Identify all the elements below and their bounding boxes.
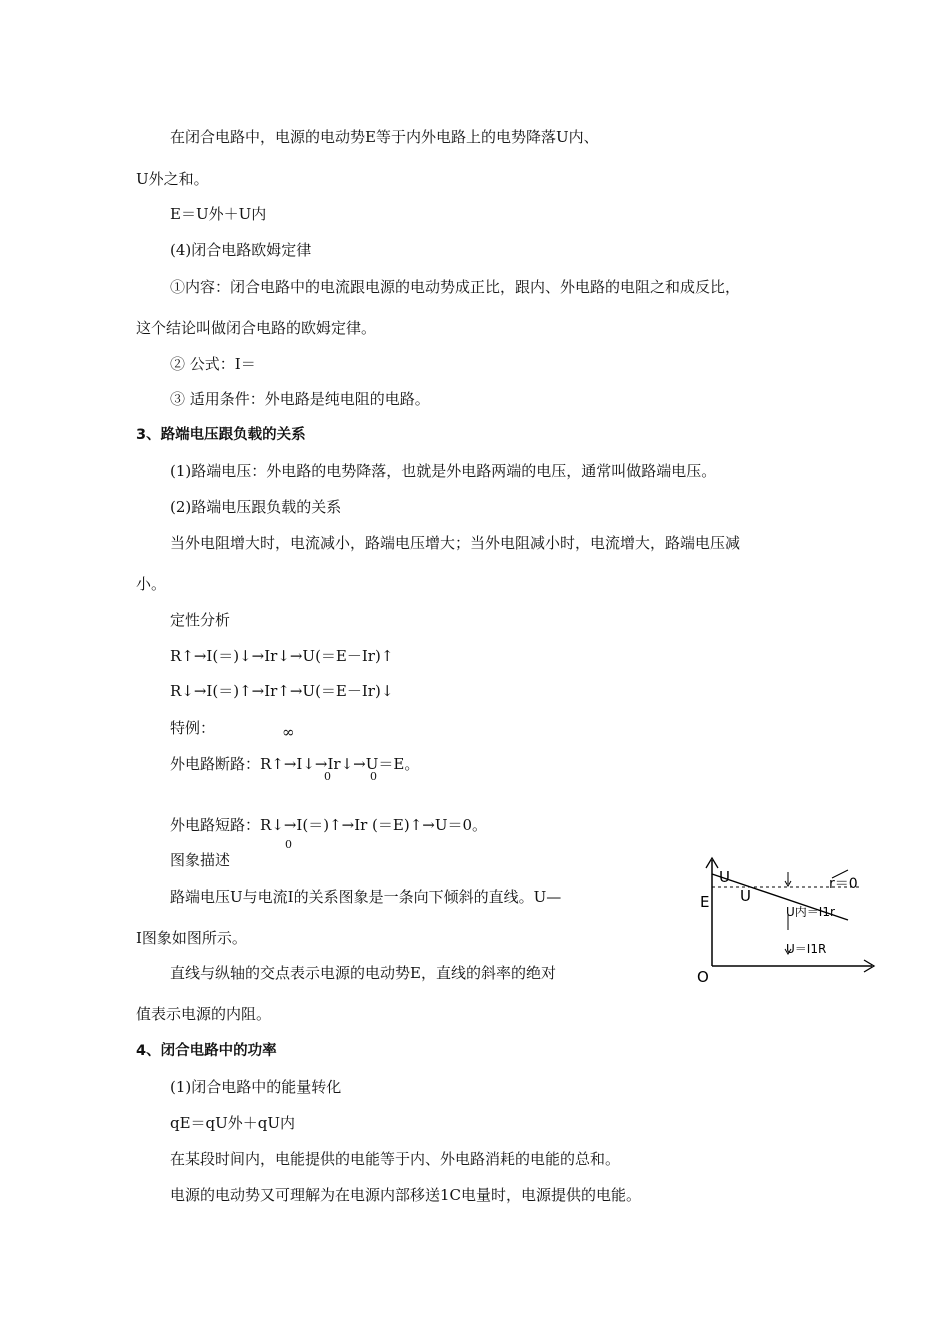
u-i-graph <box>690 848 890 988</box>
terminal-voltage-def: (1)路端电压：外电路的电势降落，也就是外电路两端的电压，通常叫做路端电压。 <box>170 462 717 480</box>
graph-origin-label: O <box>697 968 709 986</box>
ohm-law-formula: ② 公式：I＝ <box>170 355 256 373</box>
section-heading-3: 3、路端电压跟负载的关系 <box>136 427 306 443</box>
intercept-slope-text: 直线与纵轴的交点表示电源的电动势E，直线的斜率的绝对 <box>170 964 556 982</box>
open-circuit: 外电路断路：R↑→I↓→Ir↓→U＝E。 <box>170 755 420 773</box>
graph-description-cont: I图象如图所示。 <box>136 929 247 947</box>
ohm-law-condition: ③ 适用条件：外电路是纯电阻的电路。 <box>170 390 430 408</box>
load-relation-text: 当外电阻增大时，电流减小，路端电压增大；当外电阻减小时，电流增大，路端电压减 <box>170 534 741 552</box>
analysis-r-down: R↓→I(＝)↑→Ir↑→U(＝E－Ir)↓ <box>170 682 394 700</box>
subheading-ohm-law: (4)闭合电路欧姆定律 <box>170 241 312 259</box>
analysis-r-up: R↑→I(＝)↓→Ir↓→U(＝E－Ir)↑ <box>170 647 394 665</box>
emf-interpretation: 电源的电动势又可理解为在电源内部移送1C电量时，电源提供的电能。 <box>170 1186 642 1204</box>
graph-u-outer-label: U＝I1R <box>786 942 827 956</box>
section-heading-4: 4、闭合电路中的功率 <box>136 1043 277 1059</box>
open-circuit-subscript-i: 0 <box>324 770 331 783</box>
graph-description: 路端电压U与电流I的关系图象是一条向下倾斜的直线。U— <box>170 888 562 906</box>
infinity-symbol: ∞ <box>282 723 295 741</box>
formula-emf: E＝U外＋U内 <box>170 205 267 223</box>
load-relation-text-cont: 小。 <box>136 575 167 593</box>
graph-description-heading: 图象描述 <box>170 851 231 869</box>
graph-r-label: r＝0 <box>829 876 858 892</box>
energy-statement: 在某段时间内，电能提供的电能等于内、外电路消耗的电能的总和。 <box>170 1150 621 1168</box>
intercept-slope-text-cont: 值表示电源的内阻。 <box>136 1005 272 1023</box>
graph-line-u-label: U <box>740 887 751 905</box>
qualitative-analysis: 定性分析 <box>170 611 231 629</box>
energy-formula: qE＝qU外＋qU内 <box>170 1114 296 1132</box>
open-circuit-subscript-ir: 0 <box>370 770 377 783</box>
ohm-law-content-cont: 这个结论叫做闭合电路的欧姆定律。 <box>136 319 377 337</box>
special-cases: 特例： <box>170 719 216 737</box>
para-emf-sum: 在闭合电路中，电源的电动势E等于内外电路上的电势降落U内、 <box>170 128 599 146</box>
graph-axis-u-label: U <box>719 868 730 886</box>
ohm-law-content: ①内容：闭合电路中的电流跟电源的电动势成正比，跟内、外电路的电阻之和成反比， <box>170 278 741 296</box>
short-circuit: 外电路短路：R↓→I(＝)↑→Ir (＝E)↑→U＝0。 <box>170 816 488 834</box>
graph-u-inner-label: U内＝I1r <box>786 905 835 919</box>
short-circuit-subscript: 0 <box>285 838 292 851</box>
subheading-load-relation: (2)路端电压跟负载的关系 <box>170 498 342 516</box>
subheading-energy-conversion: (1)闭合电路中的能量转化 <box>170 1078 342 1096</box>
graph-axis-e-label: E <box>700 893 710 911</box>
para-emf-sum-cont: U外之和。 <box>136 170 209 188</box>
